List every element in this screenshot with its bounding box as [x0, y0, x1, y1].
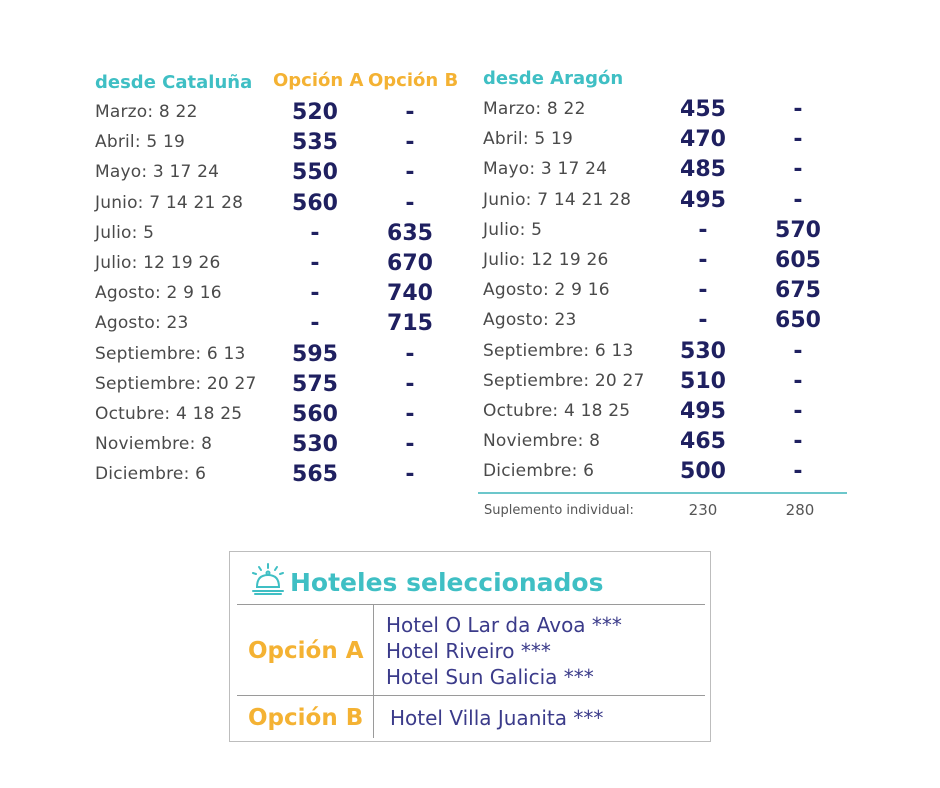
cataluna-col-a-header: Opción A: [273, 70, 364, 91]
hotels-row-divider: [237, 695, 705, 696]
option-b-price: 605: [775, 248, 821, 273]
option-a-price: 470: [680, 127, 726, 153]
date-label: Abril: 5 19: [483, 129, 574, 150]
cataluna-table-row: [95, 253, 495, 283]
date-label: Julio: 12 19 26: [95, 253, 221, 273]
option-b-price: -: [405, 462, 415, 488]
option-a-price: 530: [292, 432, 338, 458]
cataluna-table-row: [95, 341, 495, 374]
date-label: Septiembre: 20 27: [483, 370, 645, 391]
date-label: Agosto: 23: [483, 310, 577, 331]
option-a-price: 530: [680, 338, 726, 364]
hotels-title: Hoteles seleccionados: [290, 568, 604, 597]
option-a-price: -: [310, 311, 320, 337]
option-a-price: 560: [292, 402, 338, 427]
date-label: Julio: 12 19 26: [483, 250, 609, 270]
date-label: Diciembre: 6: [483, 461, 595, 482]
option-b-price: 635: [387, 220, 433, 246]
date-label: Septiembre: 6 13: [95, 343, 246, 364]
option-a-price: 485: [680, 157, 726, 183]
aragon-table-row: [483, 280, 883, 310]
date-label: Octubre: 4 18 25: [95, 404, 243, 424]
hotels-box: [229, 551, 711, 742]
option-a-price: 495: [680, 187, 726, 213]
option-b-price: 740: [387, 281, 433, 307]
option-b-price: -: [793, 459, 803, 485]
aragon-table-row: [483, 338, 883, 371]
option-b-price: 715: [387, 311, 433, 337]
cataluna-table-row: [95, 404, 495, 434]
option-b-price: 675: [775, 278, 821, 304]
cataluna-heading: desde Cataluña: [95, 72, 253, 93]
date-label: Mayo: 3 17 24: [95, 162, 220, 183]
option-a-hotel: Hotel Sun Galicia ***: [386, 665, 594, 689]
hotels-column-divider: [373, 604, 374, 738]
option-a-price: -: [698, 217, 708, 243]
date-label: Junio: 7 14 21 28: [95, 192, 244, 213]
date-label: Abril: 5 19: [95, 132, 186, 153]
option-a-price: -: [310, 251, 320, 276]
aragon-table-row: [483, 159, 883, 189]
cataluna-table-row: [95, 283, 495, 313]
option-a-label: Opción A: [248, 638, 364, 664]
date-label: Agosto: 23: [95, 313, 189, 334]
option-a-price: -: [698, 248, 708, 273]
date-label: Julio: 5: [95, 222, 155, 243]
aragon-table-row: [483, 129, 883, 159]
aragon-table-row: [483, 401, 883, 431]
cataluna-table-row: [95, 371, 495, 404]
aragon-table-row: [483, 250, 883, 280]
option-b-price: -: [793, 338, 803, 364]
date-label: Junio: 7 14 21 28: [483, 189, 632, 210]
option-b-hotel: Hotel Villa Juanita ***: [390, 706, 604, 730]
aragon-table-row: [483, 99, 883, 129]
date-label: Agosto: 2 9 16: [483, 280, 610, 301]
supplement-label: Suplemento individual:: [484, 503, 634, 518]
option-b-price: -: [405, 341, 415, 367]
option-b-price: -: [793, 429, 803, 455]
option-a-price: 510: [680, 368, 726, 394]
option-b-price: -: [405, 432, 415, 458]
hotels-header-divider: [237, 604, 705, 605]
option-a-hotel: Hotel O Lar da Avoa ***: [386, 613, 622, 637]
option-b-label: Opción B: [248, 705, 364, 731]
date-label: Diciembre: 6: [95, 464, 207, 485]
cataluna-col-b-header: Opción B: [368, 70, 459, 91]
date-label: Julio: 5: [483, 219, 543, 240]
supplement-a-value: 230: [688, 501, 718, 519]
option-a-hotel: Hotel Riveiro ***: [386, 639, 551, 663]
supplement-b-value: 280: [785, 501, 815, 519]
option-b-price: -: [793, 399, 803, 424]
cataluna-table-row: [95, 220, 495, 253]
date-label: Agosto: 2 9 16: [95, 283, 222, 304]
date-label: Noviembre: 8: [95, 434, 213, 455]
date-label: Mayo: 3 17 24: [483, 159, 608, 180]
option-a-price: 465: [680, 429, 726, 455]
cataluna-table-row: [95, 102, 495, 132]
hotel-bell-icon: [250, 562, 286, 602]
aragon-table-row: [483, 310, 883, 340]
option-b-price: 670: [387, 251, 433, 276]
option-b-price: -: [793, 97, 803, 122]
option-b-price: -: [405, 130, 415, 156]
option-b-price: -: [793, 157, 803, 183]
aragon-table-row: [483, 368, 883, 401]
date-label: Septiembre: 20 27: [95, 373, 257, 394]
option-b-price: 570: [775, 217, 821, 243]
date-label: Septiembre: 6 13: [483, 340, 634, 361]
option-a-price: -: [310, 220, 320, 246]
cataluna-table-row: [95, 190, 495, 223]
option-b-price: -: [793, 368, 803, 394]
date-label: Octubre: 4 18 25: [483, 401, 631, 421]
date-label: Marzo: 8 22: [95, 102, 198, 122]
option-a-price: 560: [292, 190, 338, 216]
cataluna-table-row: [95, 313, 495, 343]
option-a-price: -: [310, 281, 320, 307]
option-a-price: -: [698, 278, 708, 304]
option-b-price: -: [405, 190, 415, 216]
option-b-price: -: [405, 371, 415, 397]
option-a-price: 455: [680, 97, 726, 122]
aragon-table-row: [483, 217, 883, 250]
aragon-table-row: [483, 431, 883, 461]
option-a-price: -: [698, 308, 708, 334]
option-b-price: -: [405, 160, 415, 186]
option-a-price: 495: [680, 399, 726, 424]
cataluna-table-row: [95, 464, 495, 494]
option-b-price: -: [793, 187, 803, 213]
option-b-price: 650: [775, 308, 821, 334]
option-a-price: 535: [292, 130, 338, 156]
cataluna-table-row: [95, 434, 495, 464]
option-a-price: 595: [292, 341, 338, 367]
cataluna-table-row: [95, 162, 495, 192]
option-b-price: -: [405, 402, 415, 427]
option-a-price: 565: [292, 462, 338, 488]
option-b-price: -: [793, 127, 803, 153]
supplement-divider: [478, 492, 847, 494]
option-a-price: 575: [292, 371, 338, 397]
option-a-price: 550: [292, 160, 338, 186]
aragon-table-row: [483, 461, 883, 491]
date-label: Noviembre: 8: [483, 431, 601, 452]
aragon-heading: desde Aragón: [483, 68, 624, 89]
option-a-price: 500: [680, 459, 726, 485]
option-b-price: -: [405, 100, 415, 125]
aragon-table-row: [483, 187, 883, 220]
date-label: Marzo: 8 22: [483, 99, 586, 119]
cataluna-table-row: [95, 132, 495, 162]
option-a-price: 520: [292, 100, 338, 125]
